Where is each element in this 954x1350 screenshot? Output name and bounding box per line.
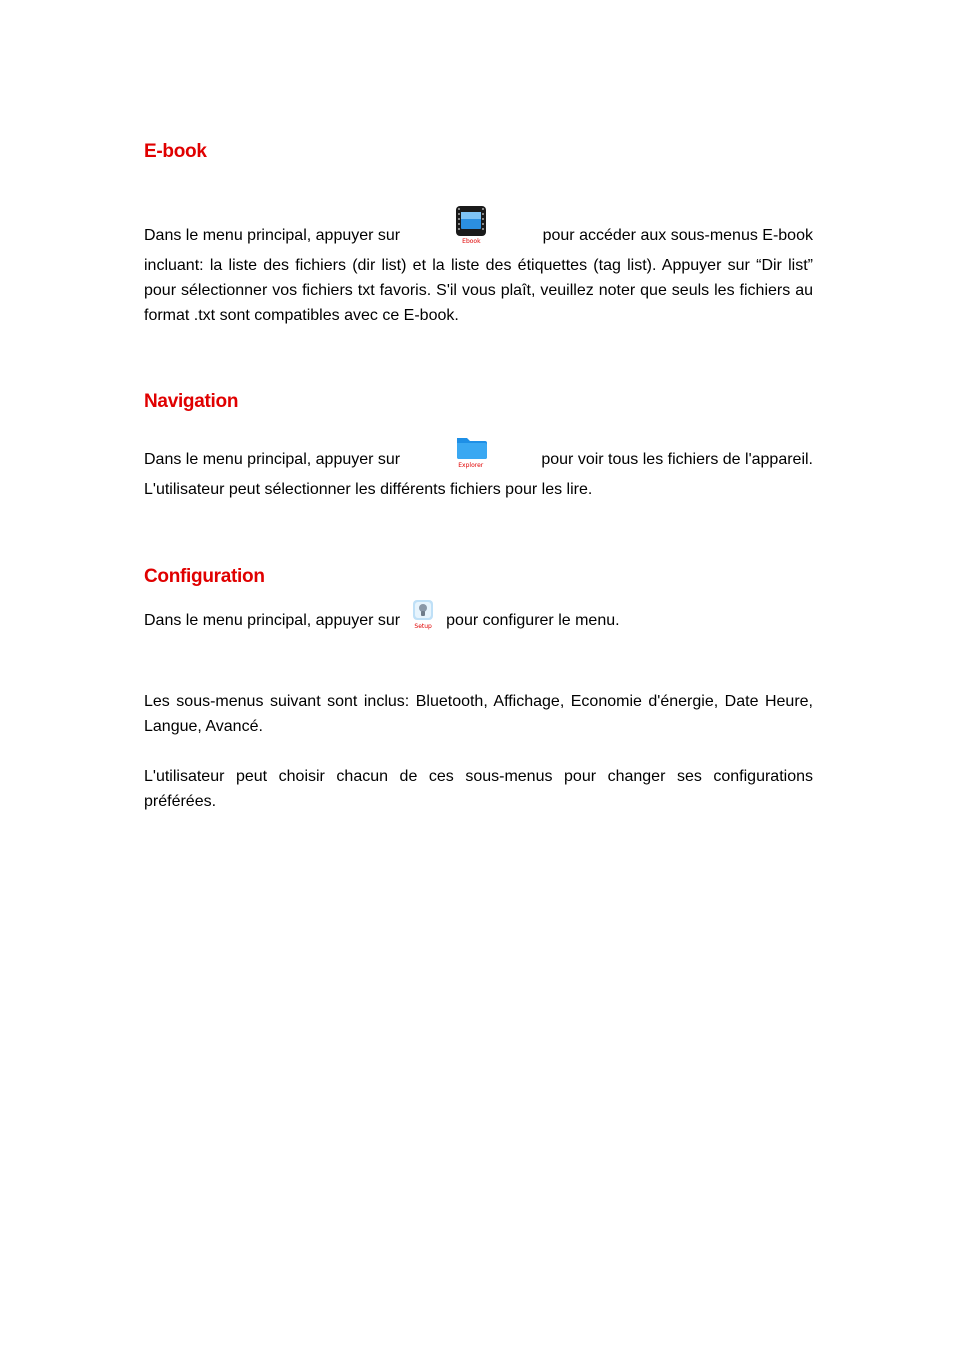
- heading-ebook: E-book: [144, 141, 207, 162]
- configuration-line-end: pour configurer le menu.: [446, 612, 620, 629]
- configuration-submenus-text: Les sous-menus suivant sont inclus: Bluetooth, Affichage, Economie d'énergie, Date Heure, Langue, Avancé.: [144, 693, 813, 735]
- settings-icon: [410, 599, 436, 631]
- configuration-icon-line: [144, 601, 813, 633]
- ebook-icon-caption: Ebook: [462, 238, 481, 245]
- ebook-icon: [453, 206, 489, 246]
- folder-icon-caption: Explorer: [458, 462, 484, 469]
- heading-navigation: Navigation: [144, 391, 239, 412]
- ebook-body-text: incluant: la liste des fichiers (dir list) et la liste des étiquettes (tag list). Appuyer sur “Dir list” pour sélectionner vos fichiers txt favoris. S'il vous plaît, veuillez noter que seuls les fichiers au format .txt sont compatibles avec ce E-book.: [144, 257, 813, 324]
- heading-configuration: Configuration: [144, 566, 265, 587]
- settings-icon-caption: Setup: [414, 623, 432, 630]
- paragraph-ebook: [144, 208, 813, 328]
- configuration-choose-text: L'utilisateur peut choisir chacun de ces sous-menus pour changer ses configurations préférées.: [144, 768, 813, 810]
- paragraph-configuration: [144, 601, 813, 633]
- navigation-line-start: Dans le menu principal, appuyer sur: [144, 451, 401, 468]
- navigation-body-text: L'utilisateur peut sélectionner les différents fichiers pour les lire.: [144, 481, 593, 498]
- ebook-icon-line: [144, 208, 813, 248]
- navigation-icon-line: [144, 436, 813, 472]
- configuration-line-start: Dans le menu principal, appuyer sur: [144, 612, 401, 629]
- paragraph-navigation: [144, 436, 813, 502]
- navigation-line-end: pour voir tous les fichiers de l'appareil.: [541, 451, 813, 468]
- ebook-line-end: pour accéder aux sous-menus E-book: [542, 227, 813, 244]
- ebook-line-start: Dans le menu principal, appuyer sur: [144, 227, 401, 244]
- folder-icon: [453, 434, 489, 470]
